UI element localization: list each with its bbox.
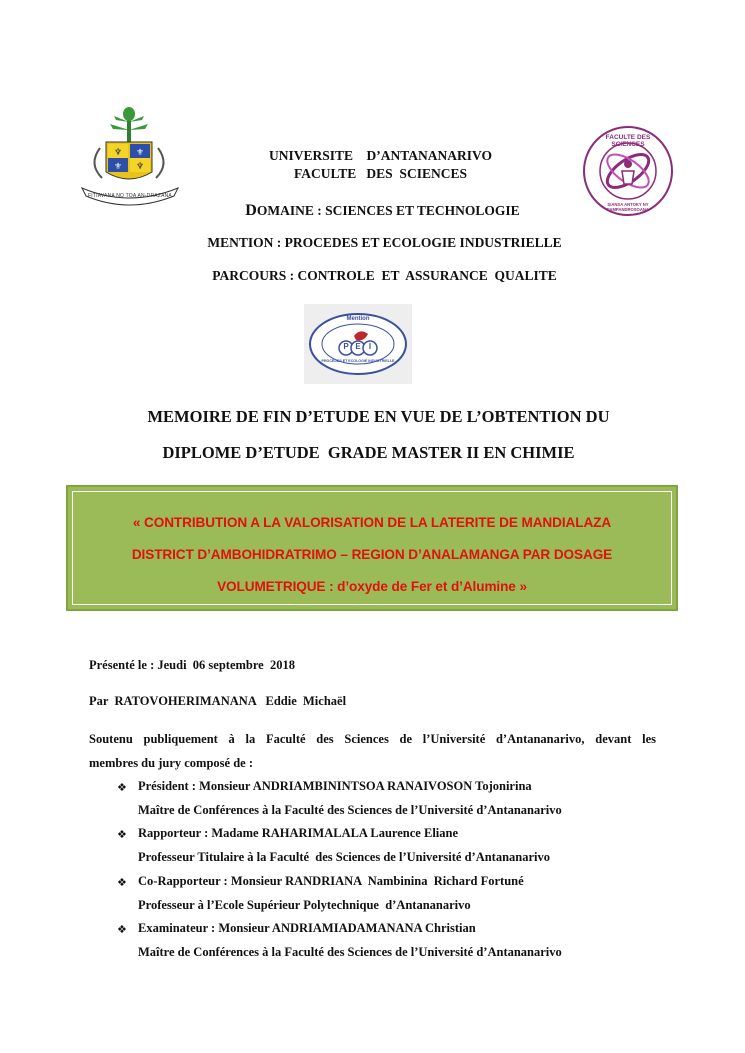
presentation-date: Présenté le : Jeudi 06 septembre 2018: [89, 658, 295, 672]
seal-top-text: FACULTE DES SCIENCES: [605, 134, 651, 148]
mention-line: MENTION : PROCEDES ET ECOLOGIE INDUSTRIELLE: [207, 235, 562, 250]
jury-detail-president: Maître de Conférences à la Faculté des Sciences de l’Université d’Antananarivo: [138, 803, 562, 817]
faculty-name: FACULTE DES SCIENCES: [294, 166, 467, 181]
svg-text:⚜: ⚜: [113, 161, 123, 171]
parcours-line: PARCOURS : CONTROLE ET ASSURANCE QUALITE: [212, 268, 557, 283]
pei-bottom-text: PROCEDES ET ECOLOGIE INDUSTRIELLE: [321, 359, 395, 363]
memoire-heading-line2: DIPLOME D’ETUDE GRADE MASTER II EN CHIMIE: [162, 443, 575, 462]
pei-letter-e: E: [355, 342, 361, 351]
svg-text:⚜: ⚜: [135, 147, 145, 157]
soutenu-line1: Soutenu publiquement à la Faculté des Sciences de l’Université d’Antananarivo, devant les: [89, 732, 656, 746]
svg-text:♆: ♆: [113, 147, 123, 157]
pei-top-text: Mention: [346, 316, 370, 322]
domaine-initial: D: [245, 202, 257, 219]
university-name: UNIVERSITE D’ANTANANARIVO: [268, 148, 492, 163]
svg-text:♆: ♆: [135, 161, 145, 171]
pei-letter-p: P: [343, 342, 349, 351]
thesis-title-line3: VOLUMETRIQUE : d’oxyde de Fer et d’Alumine »: [217, 579, 527, 594]
bullet-icon: ❖: [117, 781, 127, 794]
mention-pei-logo: [304, 304, 412, 384]
thesis-title-line1: « CONTRIBUTION A LA VALORISATION DE LA LATERITE DE MANDIALAZA: [132, 515, 612, 530]
jury-detail-rapporteur: Professeur Titulaire à la Faculté des Sciences de l’Université d’Antananarivo: [138, 850, 551, 864]
bullet-icon: ❖: [117, 828, 127, 841]
pei-letter-i: I: [368, 342, 372, 351]
emblem-motto: FITIAVANA NO TOA AN-DRAZANA: [88, 193, 172, 199]
soutenu-line2: membres du jury composé de :: [89, 756, 253, 770]
jury-detail-examinateur: Maître de Conférences à la Faculté des Sciences de l’Université d’Antananarivo: [138, 945, 562, 959]
domaine-line: [10, 202, 745, 220]
thesis-title-box: [66, 485, 678, 611]
jury-detail-corapporteur: Professeur à l’Ecole Supérieur Polytechnique d’Antananarivo: [138, 898, 471, 912]
author-line: Par RATOVOHERIMANANA Eddie Michaël: [89, 694, 347, 708]
bullet-icon: ❖: [117, 876, 127, 889]
jury-role-examinateur: Examinateur : Monsieur ANDRIAMIADAMANANA Christian: [138, 921, 476, 935]
domaine-text: OMAINE : SCIENCES ET TECHNOLOGIE: [256, 203, 520, 218]
seal-bottom-text: SIANSA ANTOKY NY FAMPANDROSOANA: [607, 202, 649, 212]
jury-role-corapporteur: Co-Rapporteur : Monsieur RANDRIANA Nambinina Richard Fortuné: [138, 874, 524, 888]
jury-role-president: Président : Monsieur ANDRIAMBININTSOA RANAIVOSON Tojonirina: [138, 779, 532, 793]
memoire-heading-line1: MEMOIRE DE FIN D’ETUDE EN VUE DE L’OBTENTION DU: [147, 407, 610, 426]
jury-role-rapporteur: Rapporteur : Madame RAHARIMALALA Laurence Eliane: [138, 826, 459, 840]
bullet-icon: ❖: [117, 923, 127, 936]
thesis-title-line2: DISTRICT D’AMBOHIDRATRIMO – REGION D’ANALAMANGA PAR DOSAGE: [131, 547, 613, 562]
